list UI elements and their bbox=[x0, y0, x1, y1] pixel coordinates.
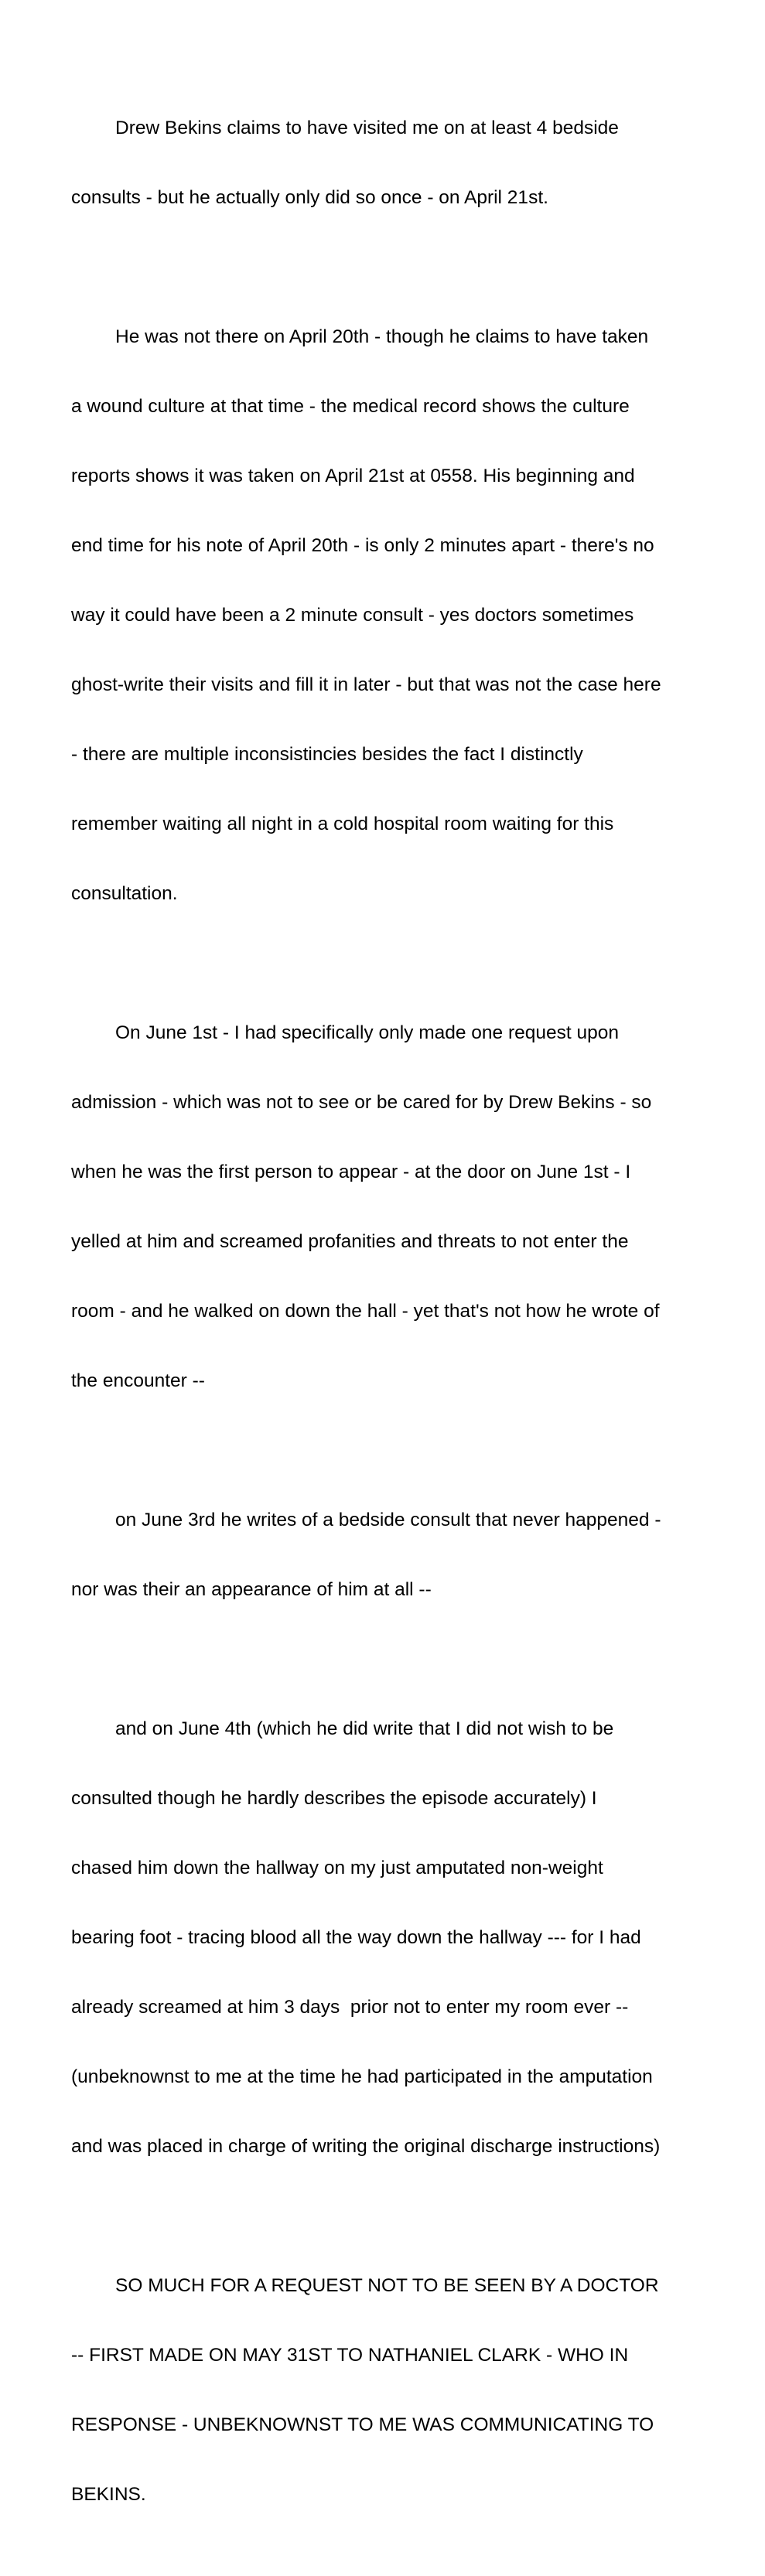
text-line: admission - which was not to see or be cared for by Drew Bekins - so bbox=[71, 1092, 652, 1113]
text-line: consultation. bbox=[71, 883, 178, 904]
text-line: a wound culture at that time - the medical record shows the culture bbox=[71, 396, 630, 417]
text-line: when he was the first person to appear - at the door on June 1st - I bbox=[71, 1162, 631, 1182]
text-line: remember waiting all night in a cold hospital room waiting for this bbox=[71, 814, 614, 834]
text-line: SO MUCH FOR A REQUEST NOT TO BE SEEN BY A DOCTOR bbox=[115, 2275, 659, 2296]
text-line: already screamed at him 3 days prior not to enter my room ever -- bbox=[71, 1997, 629, 2018]
text-line: consulted though he hardly describes the episode accurately) I bbox=[71, 1788, 597, 1809]
paragraph-closing-uppercase bbox=[71, 2228, 705, 2553]
text-line: the encounter -- bbox=[71, 1370, 205, 1391]
text-line: and on June 4th (which he did write that I did not wish to be bbox=[115, 1718, 614, 1739]
paragraph-june-3rd bbox=[71, 1462, 705, 1648]
paragraph-june-1st bbox=[71, 975, 705, 1439]
text-line: RESPONSE - UNBEKNOWNST TO ME WAS COMMUNICATING TO bbox=[71, 2414, 654, 2435]
document-page bbox=[71, 70, 705, 2576]
text-line: yelled at him and screamed profanities and threats to not enter the bbox=[71, 1231, 629, 1252]
text-line: -- FIRST MADE ON MAY 31ST TO NATHANIEL CLARK - WHO IN bbox=[71, 2345, 629, 2366]
text-line: chased him down the hallway on my just amputated non-weight bbox=[71, 1858, 603, 1878]
paragraph-june-4th bbox=[71, 1671, 705, 2205]
text-line: way it could have been a 2 minute consult - yes doctors sometimes bbox=[71, 605, 634, 626]
text-line: On June 1st - I had specifically only made one request upon bbox=[115, 1022, 619, 1043]
text-line: room - and he walked on down the hall - yet that's not how he wrote of bbox=[71, 1301, 660, 1322]
text-line: on June 3rd he writes of a bedside consult that never happened - bbox=[115, 1510, 661, 1530]
text-line: Drew Bekins claims to have visited me on at least 4 bedside bbox=[115, 118, 619, 138]
text-line: consults - but he actually only did so once - on April 21st. bbox=[71, 187, 548, 208]
text-line: reports shows it was taken on April 21st at 0558. His beginning and bbox=[71, 466, 635, 486]
text-line: ghost-write their visits and fill it in later - but that was not the case here bbox=[71, 674, 661, 695]
text-line: bearing foot - tracing blood all the way down the hallway --- for I had bbox=[71, 1927, 641, 1948]
text-line: and was placed in charge of writing the original discharge instructions) bbox=[71, 2136, 661, 2157]
paragraph-bedside-consults bbox=[71, 70, 705, 256]
text-line: (unbeknownst to me at the time he had participated in the amputation bbox=[71, 2066, 653, 2087]
text-line: He was not there on April 20th - though he claims to have taken bbox=[115, 326, 649, 347]
text-line: - there are multiple inconsistincies besides the fact I distinctly bbox=[71, 744, 583, 765]
paragraph-april-20th bbox=[71, 279, 705, 952]
text-line: BEKINS. bbox=[71, 2484, 146, 2505]
text-line: nor was their an appearance of him at all -- bbox=[71, 1579, 432, 1600]
text-line: end time for his note of April 20th - is only 2 minutes apart - there's no bbox=[71, 535, 654, 556]
